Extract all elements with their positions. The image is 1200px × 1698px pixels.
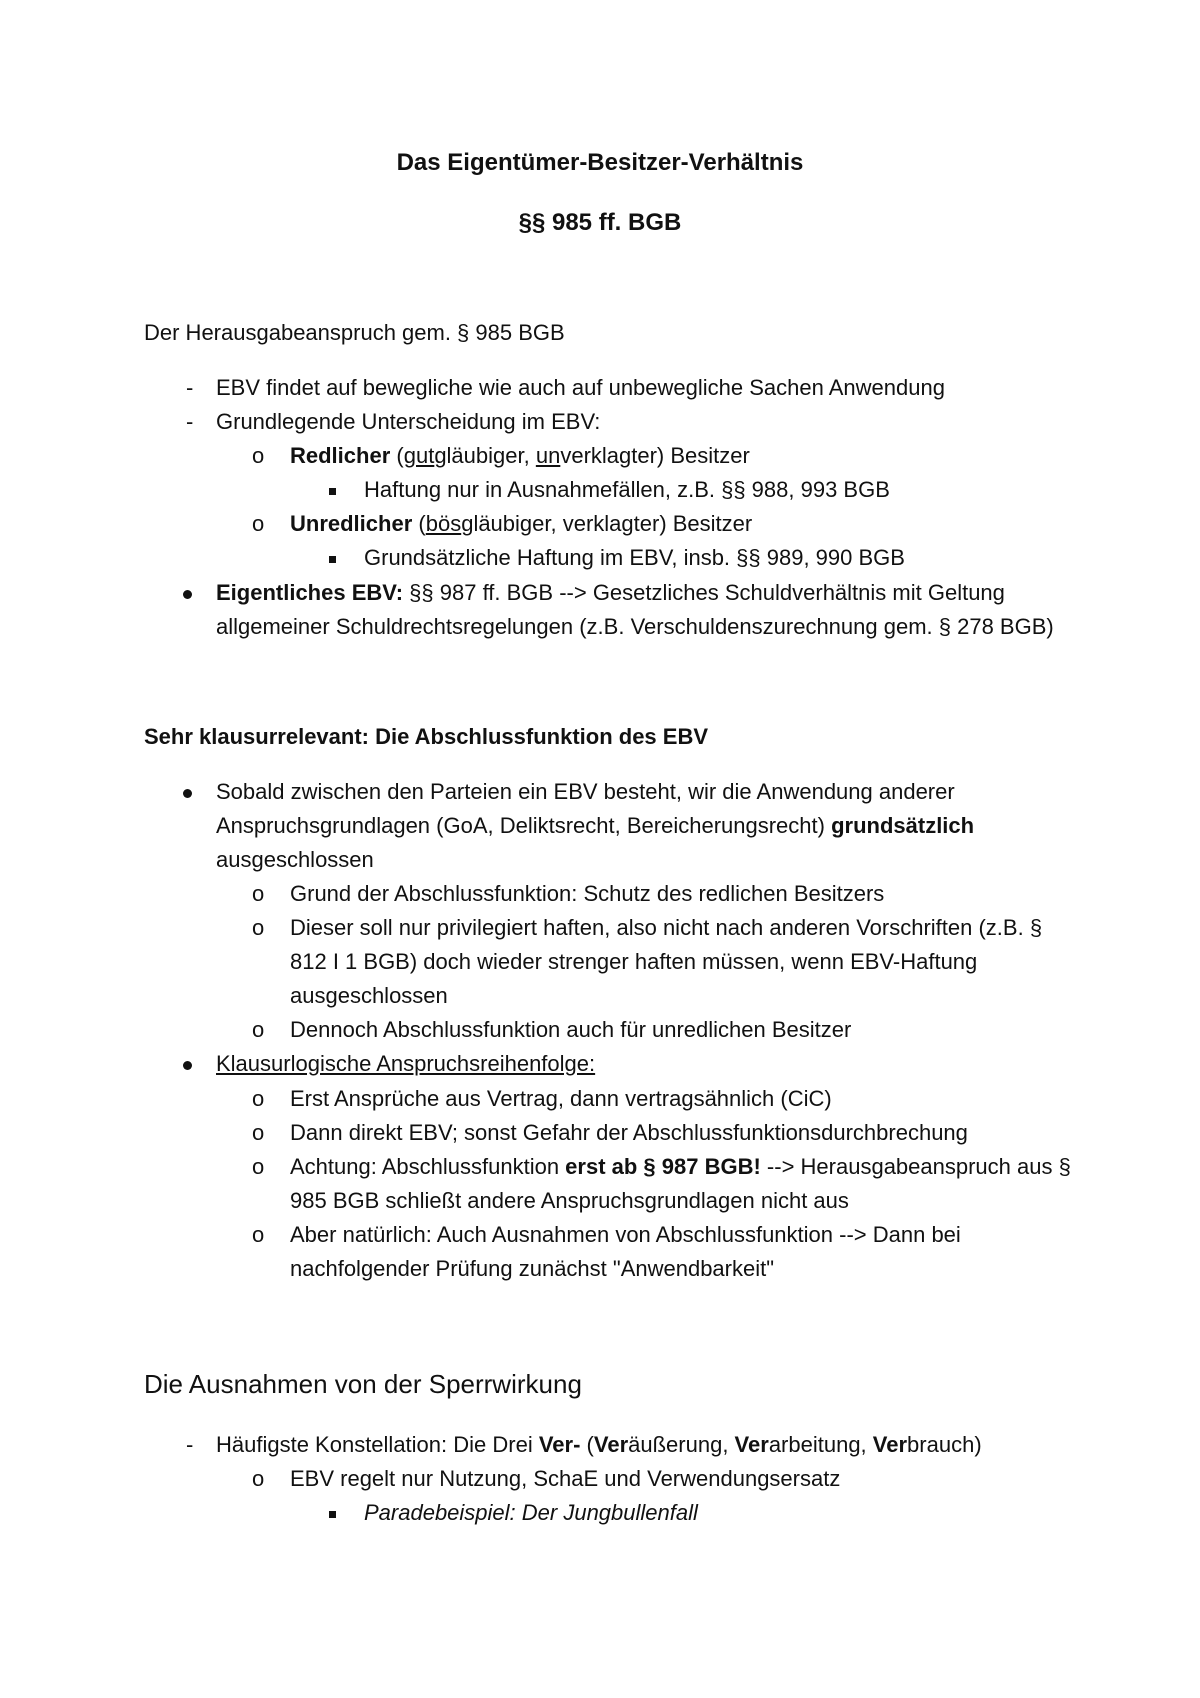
list-item: Erst Ansprüche aus Vertrag, dann vertragsähnlich (CiC) [290, 1086, 832, 1111]
document-subtitle: §§ 985 ff. BGB [518, 209, 682, 236]
term-ver: Ver [734, 1432, 769, 1457]
underlined-fragment: bös [425, 511, 462, 536]
list-item: Sobald zwischen den Parteien ein EBV besteht, wir die Anwendung anderer [216, 779, 955, 804]
text-fragment: §§ 987 ff. BGB --> Gesetzliches Schuldverhältnis mit Geltung [403, 580, 1005, 605]
list-item-continuation: 812 I 1 BGB) doch wieder strenger haften müssen, wenn EBV-Haftung [290, 949, 978, 974]
bullet-icon [183, 789, 192, 798]
circle-marker: o [252, 915, 265, 940]
square-bullet-icon [329, 556, 336, 563]
dash-marker: - [186, 409, 194, 434]
list-item-unredlicher [290, 507, 752, 541]
text-fragment: gläubiger, verklagter) Besitzer [461, 511, 753, 536]
list-item-continuation: ausgeschlossen [290, 983, 448, 1008]
text-fragment: Achtung: Abschlussfunktion [290, 1154, 566, 1179]
list-item-continuation: 985 BGB schließt andere Anspruchsgrundlagen nicht aus [290, 1188, 849, 1213]
circle-marker: o [252, 1154, 265, 1179]
text-fragment: verklagter) Besitzer [560, 443, 750, 468]
list-item: Dann direkt EBV; sonst Gefahr der Abschlussfunktionsdurchbrechung [290, 1120, 968, 1145]
underlined-fragment: gut [403, 443, 435, 468]
list-item-reihenfolge: Klausurlogische Anspruchsreihenfolge: [216, 1051, 596, 1076]
list-item: Grundsätzliche Haftung im EBV, insb. §§ 989, 990 BGB [364, 545, 905, 570]
document-title: Das Eigentümer-Besitzer-Verhältnis [396, 149, 804, 176]
section-heading-abschlussfunktion: Sehr klausurrelevant: Die Abschlussfunktion des EBV [144, 724, 709, 749]
list-item: Aber natürlich: Auch Ausnahmen von Abschlussfunktion --> Dann bei [290, 1222, 961, 1247]
circle-marker: o [252, 1120, 265, 1145]
list-item: EBV findet auf bewegliche wie auch auf unbewegliche Sachen Anwendung [216, 375, 945, 400]
circle-marker: o [252, 1222, 265, 1247]
text-fragment: arbeitung, [768, 1432, 873, 1457]
list-item-continuation [216, 809, 974, 843]
section-heading-herausgabe: Der Herausgabeanspruch gem. § 985 BGB [144, 320, 565, 345]
list-item: Grund der Abschlussfunktion: Schutz des redlichen Besitzers [290, 881, 885, 906]
term-grundsaetzlich: grundsätzlich [831, 813, 975, 838]
term-eigentliches-ebv: Eigentliches EBV: [216, 580, 404, 605]
text-fragment: gläubiger, [434, 443, 536, 468]
list-item: Grundlegende Unterscheidung im EBV: [216, 409, 601, 434]
circle-marker: o [252, 881, 265, 906]
term-ver: Ver [872, 1432, 908, 1457]
list-item-continuation: nachfolgender Prüfung zunächst "Anwendbarkeit" [290, 1256, 775, 1281]
text-fragment: Anspruchsgrundlagen (GoA, Deliktsrecht, Bereicherungsrecht) [216, 813, 832, 838]
list-item-redlicher [290, 439, 750, 473]
text-fragment: brauch) [907, 1432, 982, 1457]
square-bullet-icon [329, 1511, 336, 1518]
list-item [290, 1150, 1071, 1184]
bullet-icon [183, 1061, 192, 1070]
list-item-konstellation [216, 1428, 982, 1462]
text-fragment: ( [412, 511, 426, 536]
square-bullet-icon [329, 488, 336, 495]
list-item: Haftung nur in Ausnahmefällen, z.B. §§ 988, 993 BGB [364, 477, 890, 502]
dash-marker: - [186, 1432, 194, 1457]
text-fragment: ( [390, 443, 404, 468]
term-ver: Ver- [538, 1432, 581, 1457]
circle-marker: o [252, 1466, 265, 1491]
underlined-fragment: un [535, 443, 561, 468]
circle-marker: o [252, 1017, 265, 1042]
list-item: EBV regelt nur Nutzung, SchaE und Verwendungsersatz [290, 1466, 841, 1491]
circle-marker: o [252, 511, 265, 536]
circle-marker: o [252, 443, 265, 468]
list-item-eigentliches-ebv [216, 576, 1005, 610]
text-fragment: äußerung, [628, 1432, 735, 1457]
dash-marker: - [186, 375, 194, 400]
text-fragment: --> Herausgabeanspruch aus § [760, 1154, 1071, 1179]
term-unredlicher: Unredlicher [290, 511, 413, 536]
term-redlicher: Redlicher [290, 443, 391, 468]
bullet-icon [183, 590, 192, 599]
text-fragment: ( [580, 1432, 594, 1457]
list-item-continuation: ausgeschlossen [216, 847, 374, 872]
circle-marker: o [252, 1086, 265, 1111]
list-item: Dennoch Abschlussfunktion auch für unredlichen Besitzer [290, 1017, 852, 1042]
term-ver: Ver [593, 1432, 629, 1457]
list-item-continuation: allgemeiner Schuldrechtsregelungen (z.B. Verschuldenszurechnung gem. § 278 BGB) [216, 614, 1054, 639]
list-item-example: Paradebeispiel: Der Jungbullenfall [364, 1500, 698, 1525]
text-fragment: Häufigste Konstellation: Die Drei [216, 1432, 539, 1457]
term-erst-ab: erst ab § 987 BGB! [565, 1154, 761, 1179]
list-item: Dieser soll nur privilegiert haften, also nicht nach anderen Vorschriften (z.B. § [290, 915, 1043, 940]
section-heading-ausnahmen: Die Ausnahmen von der Sperrwirkung [144, 1369, 582, 1399]
